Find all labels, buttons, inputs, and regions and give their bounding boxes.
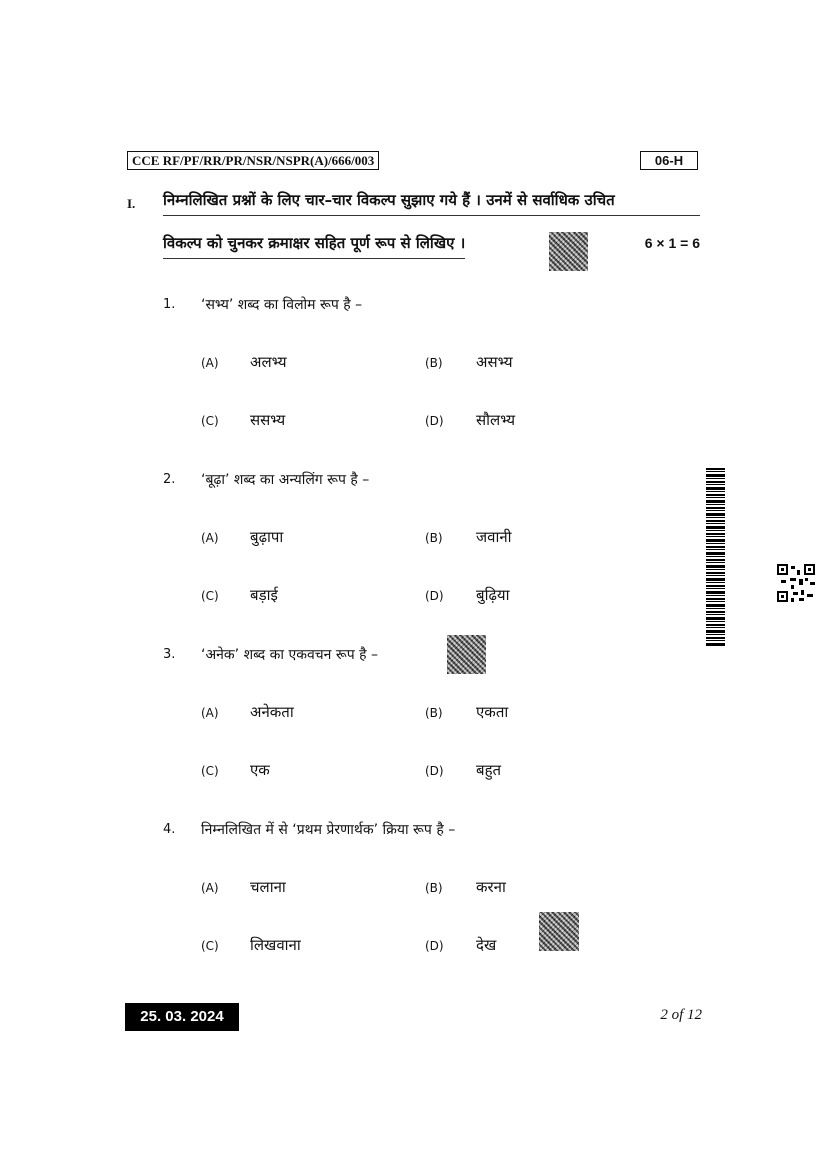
instruction-line-2: विकल्प को चुनकर क्रमाक्षर सहित पूर्ण रूप से लिखिए । <box>163 233 465 259</box>
option-text: एक <box>250 761 270 779</box>
option-label: (B) <box>425 706 443 720</box>
option-label: (A) <box>201 881 219 895</box>
qr-code-icon <box>777 564 815 602</box>
option-label: (D) <box>425 939 444 953</box>
question-number: 1. <box>163 297 176 312</box>
option-label: (A) <box>201 356 219 370</box>
option-text: ससभ्य <box>250 411 286 429</box>
page-number: 2 of 12 <box>660 1007 702 1023</box>
exam-date: 25. 03. 2024 <box>125 1003 239 1031</box>
question-number: 2. <box>163 472 176 487</box>
option-label: (A) <box>201 706 219 720</box>
section-number: I. <box>127 196 136 211</box>
paper-code: CCE RF/PF/RR/PR/NSR/NSPR(A)/666/003 <box>127 151 379 170</box>
option-label: (C) <box>201 414 219 428</box>
set-code: 06-H <box>640 151 698 170</box>
option-label: (C) <box>201 589 219 603</box>
question-text: ‘अनेक’ शब्द का एकवचन रूप है – <box>201 647 379 663</box>
instruction-line-1: निम्नलिखित प्रश्नों के लिए चार–चार विकल्प सुझाए गये हैं । उनमें से सर्वाधिक उचित <box>163 190 700 216</box>
question-number: 3. <box>163 647 176 662</box>
question-text: ‘बूढ़ा’ शब्द का अन्यलिंग रूप है – <box>201 472 370 488</box>
scan-noise-patch <box>549 232 588 271</box>
option-label: (D) <box>425 414 444 428</box>
option-text: जवानी <box>476 528 512 546</box>
option-label: (B) <box>425 531 443 545</box>
option-label: (C) <box>201 764 219 778</box>
option-text: अनेकता <box>250 703 294 721</box>
option-label: (B) <box>425 881 443 895</box>
option-text: अलभ्य <box>250 353 287 371</box>
option-text: देख <box>476 936 497 954</box>
marks-allocation: 6 × 1 = 6 <box>644 235 700 251</box>
option-label: (A) <box>201 531 219 545</box>
question-number: 4. <box>163 822 176 837</box>
option-text: एकता <box>476 703 509 721</box>
option-text: बड़ाई <box>250 586 278 604</box>
option-label: (D) <box>425 589 444 603</box>
option-text: चलाना <box>250 878 286 896</box>
scan-noise-patch <box>447 635 486 674</box>
option-label: (D) <box>425 764 444 778</box>
option-text: असभ्य <box>476 353 513 371</box>
option-text: सौलभ्य <box>476 411 516 429</box>
question-text: ‘सभ्य’ शब्द का विलोम रूप है – <box>201 297 363 313</box>
option-text: बहुत <box>476 761 502 779</box>
scan-noise-patch <box>539 912 579 951</box>
question-text: निम्नलिखित में से ‘प्रथम प्रेरणार्थक’ क्रिया रूप है – <box>201 822 456 838</box>
option-text: बुढ़िया <box>476 586 510 604</box>
option-text: लिखवाना <box>250 936 301 954</box>
option-label: (B) <box>425 356 443 370</box>
option-text: करना <box>476 878 506 896</box>
option-text: बुढ़ापा <box>250 528 284 546</box>
barcode-icon <box>706 468 725 646</box>
option-label: (C) <box>201 939 219 953</box>
